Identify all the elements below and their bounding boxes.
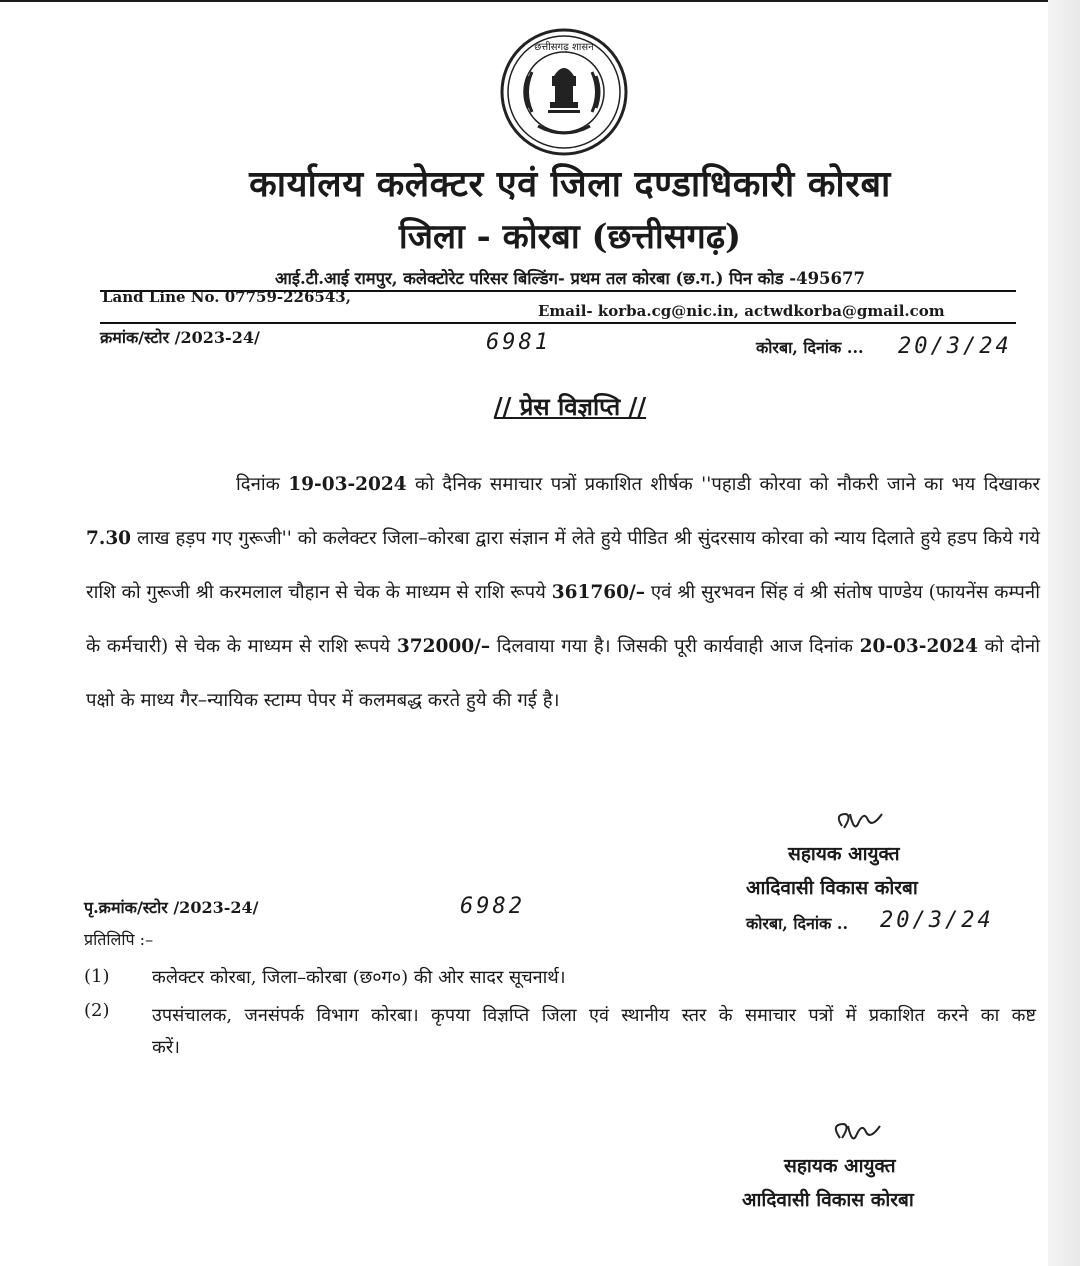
body-amount-2: 361760/– <box>551 582 646 603</box>
district-title: जिला - कोरबा (छत्तीसगढ़) <box>398 217 742 257</box>
endorsement-number-handwritten: 6982 <box>460 894 525 919</box>
endorsement-number-label: पृ.क्रमांक/स्टोर /2023-24/ <box>84 898 259 917</box>
signature-2-scribble <box>826 1118 896 1152</box>
emblem-text: छत्तीसगढ़ शासन <box>534 42 594 53</box>
copy-item-1-number: (1) <box>84 966 110 987</box>
body-part-1: दिनांक <box>236 474 289 495</box>
header-rule-bottom <box>100 322 1016 324</box>
reference-date-label: कोरबा, दिनांक ... <box>756 338 864 357</box>
landline: Land Line No. 07759-226543, <box>102 288 351 306</box>
body-part-5: दिलवाया गया है। जिसकी पूरी कार्यवाही आज दिनांक <box>490 636 860 657</box>
office-title: कार्यालय कलेक्टर एवं जिला दण्डाधिकारी कोरबा <box>249 163 891 205</box>
body-amount-1: 7.30 <box>86 528 132 549</box>
body-date-2: 20-03-2024 <box>859 636 978 657</box>
body-part-4: एवं श्री सुरभवन सिंह वं श्री संतोष पाण्डेय (फायनेंस कम्पनी के कर्मचारी) से चेक के माध्यम से राशि रूपये <box>86 582 1040 657</box>
reference-date-handwritten: 20/3/24 <box>898 334 1012 359</box>
copy-label: प्रतिलिपि :– <box>84 930 154 949</box>
body-amount-3: 372000/– <box>396 636 491 657</box>
signature-1-designation: सहायक आयुक्त <box>788 843 900 865</box>
copy-item-2-text: उपसंचालक, जनसंपर्क विभाग कोरबा। कृपया विज्ञप्ति जिला एवं स्थानीय स्तर के समाचार पत्रों में प्रकाशित करने का कष्ट करें। <box>152 1005 1036 1058</box>
body-date-1: 19-03-2024 <box>288 474 407 495</box>
body-part-2: को दैनिक समाचार पत्रों प्रकाशित शीर्षक ''पहाडी कोरवा को नौकरी जाने का भय दिखाकर <box>406 474 1040 495</box>
government-emblem-icon <box>498 26 630 158</box>
page-edge-shade <box>1048 0 1080 1266</box>
body-part-3: लाख हड़प गए गुरूजी'' को कलेक्टर जिला–कोरबा द्वारा संज्ञान में लेते हुये पीडित श्री सुंदरसाय कोरवा को न्याय दिलाते हुये हडप किये गये राशि को गुरूजी श्री करमलाल चौहान से चेक के माध्यम से राशि रूपये <box>86 528 1040 603</box>
page-top-edge <box>0 0 1048 2</box>
email: Email- korba.cg@nic.in, actwdkorba@gmail.com <box>538 302 945 320</box>
press-release-body <box>86 458 1040 728</box>
copy-item-2-number: (2) <box>84 1000 110 1021</box>
reference-number-label: क्रमांक/स्टोर /2023-24/ <box>100 328 260 347</box>
body-part-6: को दोनो पक्षो के माध्य गैर–न्यायिक स्टाम्प पेपर में कलमबद्ध करते हुये की गई है। <box>86 636 1040 711</box>
signature-2-department: आदिवासी विकास कोरबा <box>742 1189 914 1211</box>
endorsement-date-handwritten: 20/3/24 <box>880 908 994 933</box>
signature-1-scribble <box>830 808 900 842</box>
office-address: आई.टी.आई रामपुर, कलेक्टोरेट परिसर बिल्डिंग- प्रथम तल कोरबा (छ.ग.) पिन कोड -495677 <box>275 269 865 288</box>
copy-item-1-text: कलेक्टर कोरबा, जिला–कोरबा (छ०ग०) की ओर सादर सूचनार्थ। <box>152 967 566 988</box>
signature-1-department: आदिवासी विकास कोरबा <box>746 877 918 899</box>
signature-2-designation: सहायक आयुक्त <box>784 1155 896 1177</box>
endorsement-date-label: कोरबा, दिनांक .. <box>746 914 849 933</box>
reference-number-handwritten: 6981 <box>486 330 551 355</box>
notice-title: // प्रेस विज्ञप्ति // <box>493 392 647 421</box>
